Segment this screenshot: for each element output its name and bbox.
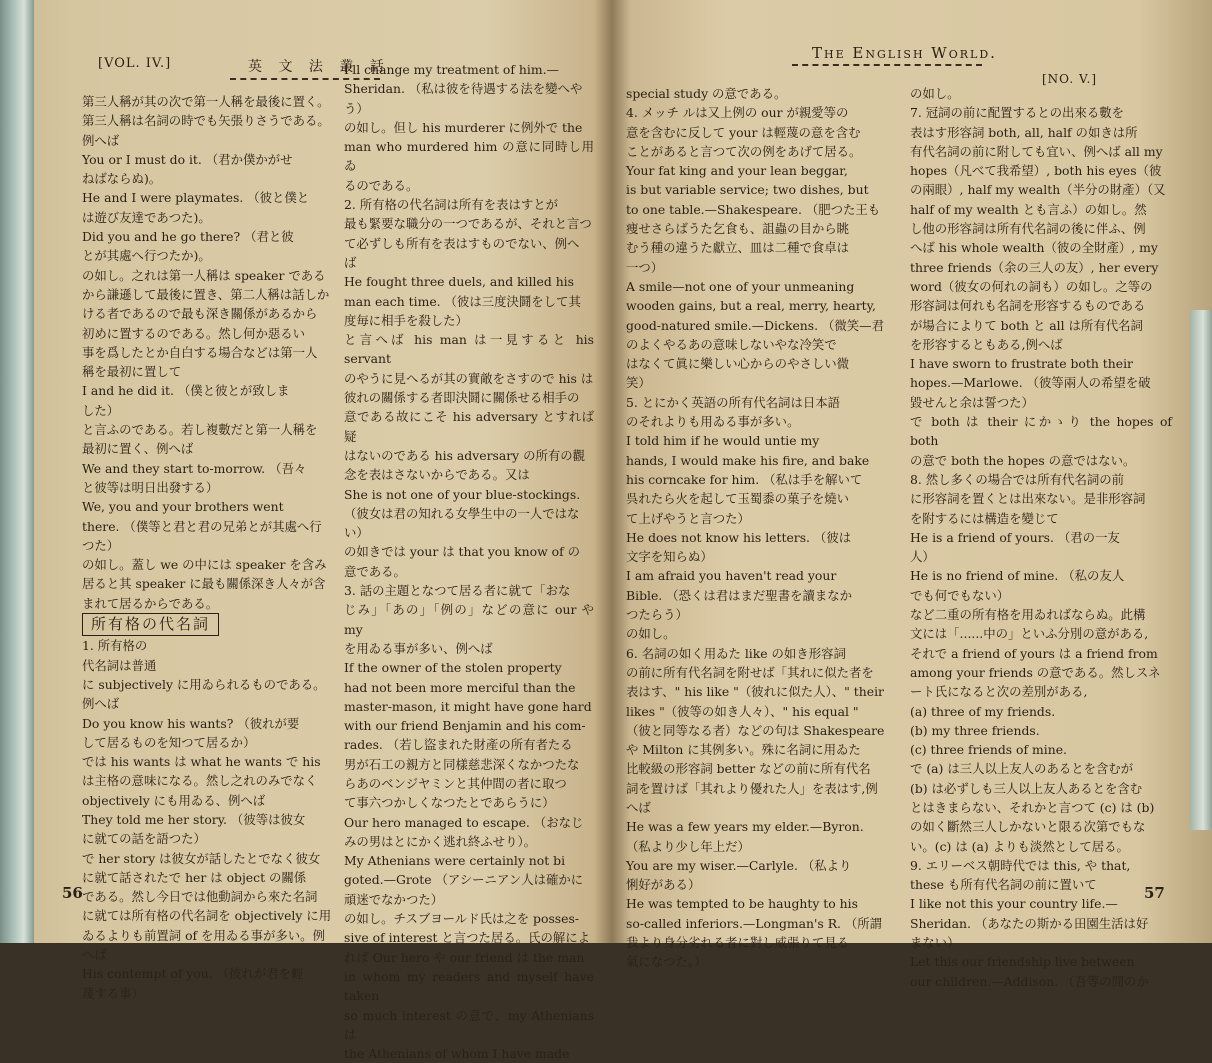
text-line: 悧好がある） <box>626 877 701 893</box>
text-line: と言ふのである。若し複數だと第一人稱を <box>82 422 318 438</box>
text-line: 笑） <box>626 375 651 391</box>
text-line: 4. メッチ ルは又上例の our が親愛等の <box>626 105 849 121</box>
text-line: を形容するともある,例へば <box>910 336 1063 352</box>
text-line: A smile—not one of your unmeaning <box>626 278 855 294</box>
glass-weight-right <box>1190 310 1212 830</box>
text-line: I told him if he would untie my <box>626 433 820 449</box>
text-line: に就ては所有格の代名詞を objectively に用 <box>82 908 332 924</box>
text-line: 比較級の形容詞 better などの前に所有代名 <box>626 761 871 777</box>
text-line: I like not this your country life.— <box>910 896 1118 912</box>
text-line: で her story は彼女が話したとでなく彼女 <box>82 850 321 866</box>
text-line: there. （僕等と君と君の兄弟とが其處へ行 <box>82 518 322 534</box>
text-line: の意で both the hopes の意ではない。 <box>910 452 1136 468</box>
text-line: You are my wiser.—Carlyle. （私より <box>626 857 852 873</box>
text-line: と彼等は明日出發する） <box>82 479 219 495</box>
text-line: 初めに置するのである。然し何か惡るい <box>82 325 306 341</box>
text-line: それで a friend of yours は a friend from <box>910 645 1158 661</box>
text-line: He fought three duels, and killed his <box>344 274 575 290</box>
text-line: へば his whole wealth（彼の全財產）, my <box>910 240 1158 256</box>
running-head-title: 英 文 法 叢 話 <box>248 59 390 75</box>
text-line: wooden gains, but a real, merry, hearty, <box>626 298 876 314</box>
text-line: 第三人稱が其の次で第一人稱を最後に置く。 <box>82 94 330 109</box>
text-line: 表はす、" his like "（彼れに似た人）、" their <box>626 684 884 700</box>
text-line: hopes（凡べて我希望）, both his eyes（彼 <box>910 163 1162 179</box>
text-line: to one table.—Shakespeare. （肥つた王も <box>626 201 881 217</box>
text-line: の如し。 <box>910 86 960 101</box>
page-number: 56 <box>62 884 83 902</box>
text-line: は遊び友達であつた)。 <box>82 209 211 225</box>
running-head-title: The English World. <box>812 44 997 62</box>
section-heading: 所有格の代名詞 <box>82 613 219 636</box>
text-line: He does not know his letters. （彼は <box>626 529 852 545</box>
text-line: 文字を知らぬ） <box>626 549 713 565</box>
text-line: 最初に置く、例へば <box>82 441 194 457</box>
issue-label: [NO. V.] <box>1042 72 1098 86</box>
text-line: 蔑する事） <box>82 985 144 1001</box>
text-line: のやうに見へるが其の實敵をさすので his は <box>344 370 594 386</box>
text-line: 9. エリーベス朝時代では this, や that, <box>910 857 1131 873</box>
text-line: 度毎に相手を殺した） <box>344 312 468 328</box>
text-line: I and he did it. （僕と彼とが致しま <box>82 383 290 399</box>
text-line: these も所有代名詞の前に置いて <box>910 877 1097 893</box>
text-line: の如し。蓋し we の中には speaker を含み <box>82 557 327 573</box>
text-line: とが其處へ行つたか)。 <box>82 248 211 264</box>
text-line: He was a few years my elder.—Byron. <box>626 819 864 835</box>
text-line: with our friend Benjamin and his com- <box>344 718 586 734</box>
text-line: 意である。 <box>344 563 406 579</box>
text-line: はなくて眞に樂しい心からのやさしい微 <box>626 356 850 372</box>
text-line: My Athenians were certainly not bi <box>344 853 566 869</box>
text-line: I am afraid you haven't read your <box>626 568 837 584</box>
text-line: (c) three friends of mine. <box>910 742 1067 758</box>
text-line: つた） <box>82 537 120 553</box>
text-line: hopes.—Marlowe. （彼等兩人の希望を破 <box>910 375 1151 391</box>
volume-label: [VOL. IV.] <box>98 56 172 71</box>
text-line: 意を含むに反して your は輕蔑の意を含む <box>626 124 861 140</box>
right-column-2 <box>910 84 1172 991</box>
text-line: If the owner of the stolen property <box>344 660 562 676</box>
text-line: He and I were playmates. （彼と僕と <box>82 190 310 206</box>
text-line: his corncake for him. （私は手を解いて <box>626 471 863 487</box>
text-line: う） <box>344 100 369 116</box>
text-line: でも何でもない） <box>910 587 1010 603</box>
text-line: を用ゐる事が多い、例へば <box>344 640 493 656</box>
text-line: 代名詞は普通 <box>82 657 157 673</box>
text-line: から謙遜して最後に置き、第二人稱は話しか <box>82 286 330 302</box>
text-line: 彼れの關係する者即決鬪に關係せる相手の <box>344 390 580 406</box>
left-page <box>34 0 600 1062</box>
text-line: We, you and your brothers went <box>82 499 284 515</box>
text-line: 文には「......中の」といふ分別の意がある, <box>910 626 1149 642</box>
text-line: 有代名詞の前に附しても宜い、例へば all my <box>910 143 1163 159</box>
text-line: らあのベンジヤミンと其仲間の者に取つ <box>344 775 567 791</box>
text-line: man each time. （彼は三度決鬪をして其 <box>344 293 581 309</box>
text-line: に形容詞を置くとは出來ない。是非形容詞 <box>910 491 1146 507</box>
text-line: の前に所有代名詞を附せば「其れに似た者を <box>626 664 874 680</box>
text-line: half of my wealth とも言ふ）の如し。然 <box>910 201 1147 217</box>
text-line: 一つ） <box>626 259 664 275</box>
text-line: (a) three of my friends. <box>910 703 1056 719</box>
text-line: まれて居るからである。 <box>82 595 219 611</box>
text-line: in whom my readers and myself have taken <box>344 968 594 1004</box>
text-line: 人） <box>910 549 935 565</box>
text-line: among your friends の意である。然しスネ <box>910 664 1161 680</box>
text-line: や Milton に其例多い。殊に名詞に用ゐた <box>626 742 861 758</box>
text-line: had not been more merciful than the <box>344 679 576 695</box>
text-line: objectively にも用ゐる、例へば <box>82 792 266 808</box>
text-line: so much interest の意で、my Athenians は <box>344 1007 594 1042</box>
text-line: They told me her story. （彼等は彼女 <box>82 811 306 827</box>
text-line: master-mason, it might have gone hard <box>344 698 592 714</box>
text-line: 最も緊要な職分の一つであるが、それと言つ <box>344 216 592 232</box>
text-line: is but variable service; two dishes, but <box>626 182 869 198</box>
text-line: 8. 然し多くの場合では所有代名詞の前 <box>910 471 1125 487</box>
text-line: の兩眼）, half my wealth（半分の財產）（又 <box>910 182 1166 198</box>
header-rule <box>792 64 982 66</box>
text-line: い） <box>344 525 369 541</box>
text-line: word（彼女の何れの詞も）の如し。之等の <box>910 278 1153 294</box>
text-line: (b) は必ずしも三人以上友人あるとを含む <box>910 780 1143 796</box>
text-line: 痩せさらばうた乞食も、詛蟲の目から眺 <box>626 221 850 237</box>
text-line: のそれよりも用ゐる事が多い。 <box>626 414 800 430</box>
text-line: 意である故にこそ his adversary とすれば疑 <box>344 409 594 444</box>
text-line: し他の形容詞は所有代名詞の後に伴ふ、例 <box>910 221 1146 237</box>
text-line: special study の意である。 <box>626 86 787 101</box>
text-line: goted.—Grote （アシーニアン人は確かに <box>344 872 584 888</box>
text-line: His contempt of you. （彼れが君を輕 <box>82 966 304 982</box>
text-line: つたらう） <box>626 607 688 623</box>
text-line: You or I must do it. （君か僕かがせ <box>82 151 293 167</box>
text-line: 呉れたら火を起して玉蜀黍の菓子を燒い <box>626 491 850 507</box>
right-page <box>612 0 1182 989</box>
text-line: Bible. （恐くは君はまだ聖書を讀まなか <box>626 587 853 603</box>
text-line: て上げやうと言つた） <box>626 510 750 526</box>
text-line: はないのである his adversary の所有の觀 <box>344 447 586 463</box>
text-line: three friends（余の三人の友）, her every <box>910 259 1159 275</box>
text-line: 事を爲したとか自白する場合などは第一人 <box>82 344 318 360</box>
text-line: （私より少し年上だ） <box>626 838 750 854</box>
text-line: まない） <box>910 935 960 951</box>
text-line: に就ての話を語つた） <box>82 831 206 847</box>
text-line: 稱を最初に置して <box>82 364 182 380</box>
text-line: では his wants は what he wants で his <box>82 754 321 770</box>
text-line: Sheridan. （あなたの斯かる田園生活は好 <box>910 915 1149 931</box>
text-line: He is a friend of yours. （君の一友 <box>910 529 1120 545</box>
text-line: ゐるよりも前置詞 of を用ゐる事が多い。例 <box>82 927 325 943</box>
text-line: rades. （若し盜まれた財產の所有者たる <box>344 737 573 753</box>
text-line: の如く斷然三人しかないと限る次第でもな <box>910 819 1146 835</box>
text-line: である。然し今日では他動詞から來た名詞 <box>82 889 318 905</box>
text-line: He is no friend of mine. （私の友人 <box>910 568 1125 584</box>
text-line: と言へば his man は一見すると his servant <box>344 332 594 367</box>
text-line: の如し。 <box>626 626 676 642</box>
text-line: 念を表はさないからである。又は <box>344 467 530 483</box>
text-line: 5. とにかく英語の所有代名詞は日本語 <box>626 394 841 410</box>
text-line: We and they start to-morrow. （吾々 <box>82 460 307 476</box>
text-line: い。(c) は (a) よりも淡然として居る。 <box>910 838 1129 854</box>
text-line: 6. 名詞の如く用ゐた like の如き形容詞 <box>626 645 846 661</box>
text-line: the Athenians of whom I have made <box>344 1046 570 1062</box>
text-line: Did you and he go there? （君と彼 <box>82 229 294 245</box>
text-line: で both は their にかゝり the hopes of both <box>910 414 1172 449</box>
page-number: 57 <box>1144 884 1165 902</box>
text-line: れば Our hero や our friend は the man <box>344 949 585 965</box>
text-line: の如し。チスブヨールド氏は之を posses- <box>344 911 580 927</box>
text-line: 例へば <box>82 132 120 148</box>
text-line: I have sworn to frustrate both their <box>910 356 1133 372</box>
text-line: を附するには構造を變じて <box>910 510 1059 526</box>
text-line: ば <box>344 254 357 270</box>
text-line: 例へば <box>82 696 120 712</box>
text-line: 居ると其 speaker に最も關係深き人々が含 <box>82 576 326 592</box>
text-line: 詞を置けば「其れより優れた人」を表はす,例 <box>626 780 878 796</box>
glass-weight-left <box>0 0 34 943</box>
text-line: ねばならぬ)。 <box>82 171 162 187</box>
text-line: hands, I would make his fire, and bake <box>626 452 870 468</box>
text-line: の如し。之れは第一人稱は speaker である <box>82 267 326 283</box>
text-line: 毀せんと余は誓つた） <box>910 394 1034 410</box>
text-line: 頑迷でなかつた） <box>344 891 444 907</box>
text-line: She is not one of your blue-stockings. <box>344 486 581 502</box>
text-line: Sheridan. （私は彼を待遇する法を變へや <box>344 81 583 97</box>
text-line: 男が石工の親方と同樣慈悲深くなかつたな <box>344 756 580 772</box>
text-line: (b) my three friends. <box>910 722 1040 738</box>
text-line: likes "（彼等の如き人々）、" his equal " <box>626 703 859 719</box>
text-line: が場合によりて both と all は所有代名詞 <box>910 317 1143 333</box>
text-line: じみ」「あの」「例の」などの意に our や my <box>344 602 594 637</box>
text-line: ート氏になると次の差別がある, <box>910 684 1088 700</box>
text-line: Do you know his wants? （彼れが要 <box>82 715 300 731</box>
text-line: るのである。 <box>344 177 419 193</box>
text-line: で (a) は三人以上友人のあるとを含むが <box>910 761 1134 777</box>
text-line: むう種の違うた獻立、皿は二種で食卓は <box>626 240 850 256</box>
text-line: good-natured smile.—Dickens. （微笑—君 <box>626 317 884 333</box>
text-line: Let this our friendship live between <box>910 954 1135 970</box>
text-line: 形容詞は何れも名詞を形容するものである <box>910 298 1146 314</box>
text-line: 3. 話の主題となつて居る者に就て「おな <box>344 583 571 599</box>
text-line: man who murdered him の意に同時し用ゐ <box>344 139 594 174</box>
right-column-1 <box>626 84 904 972</box>
text-line: とはきまらない、それかと言つて (c) は (b) <box>910 799 1155 815</box>
text-line: て必ずしも所有を表はすものでない、例へ <box>344 235 580 251</box>
text-line: 7. 冠詞の前に配置するとの出來る數を <box>910 105 1125 121</box>
text-line: みの男はとにかく逃れ終ふせり）。 <box>344 833 537 849</box>
text-line: した） <box>82 402 120 418</box>
text-line: 2. 所有格の代名詞は所有を表はすとが <box>344 197 559 213</box>
text-line: のよくやるあの意味しないやな冷笑で <box>626 336 837 352</box>
text-line: の如し。但し his murderer に例外で the <box>344 119 583 135</box>
text-line: Your fat king and your lean beggar, <box>626 163 848 179</box>
left-column-2 <box>344 60 594 1063</box>
text-line: へば <box>626 799 651 815</box>
text-line: に就て話されたで her は object の關係 <box>82 869 307 885</box>
text-line: ける者であるので最も深き關係があるから <box>82 306 318 322</box>
text-line: Our hero managed to escape. （おなじ <box>344 814 584 830</box>
left-column-1 <box>82 92 338 1003</box>
text-line: の如きでは your は that you know of の <box>344 544 581 560</box>
text-line: （彼女は君の知れる女學生中の一人ではな <box>344 505 580 521</box>
text-line: sive of interest と言つた居る。氏の解によ <box>344 930 591 946</box>
text-line: （彼と同等なる者）などの句は Shakespeare <box>626 722 885 738</box>
text-line: our children.—Addison. （吾等の間のか <box>910 973 1149 989</box>
text-line: 1. 所有格の <box>82 638 148 654</box>
text-line: して居るものを知つて居るか） <box>82 734 256 750</box>
text-line: 氣になつた。） <box>626 954 707 970</box>
text-line: 我より身分劣れる者に對し威張りて見る <box>626 935 850 951</box>
text-line: 表はす形容詞 both, all, half の如きは所 <box>910 124 1138 140</box>
text-line: 第三人稱は名詞の時でも矢張りさうである。 <box>82 113 330 129</box>
text-line: へば <box>82 947 107 963</box>
text-line: ことがあると言つて次の例をあげて居る。 <box>626 143 862 159</box>
text-line: に subjectively に用ゐられるものである。 <box>82 676 326 692</box>
text-line: は主格の意味になる。然し之れのみでなく <box>82 773 318 789</box>
text-line: など二重の所有格を用ゐればならぬ。此構 <box>910 607 1146 623</box>
text-line: so-called inferiors.—Longman's R. （所謂 <box>626 915 883 931</box>
text-line: て事六つかしくなつたとであらうに） <box>344 795 555 811</box>
text-line: I'll change my treatment of him.— <box>344 62 559 77</box>
text-line: He was tempted to be haughty to his <box>626 896 858 912</box>
